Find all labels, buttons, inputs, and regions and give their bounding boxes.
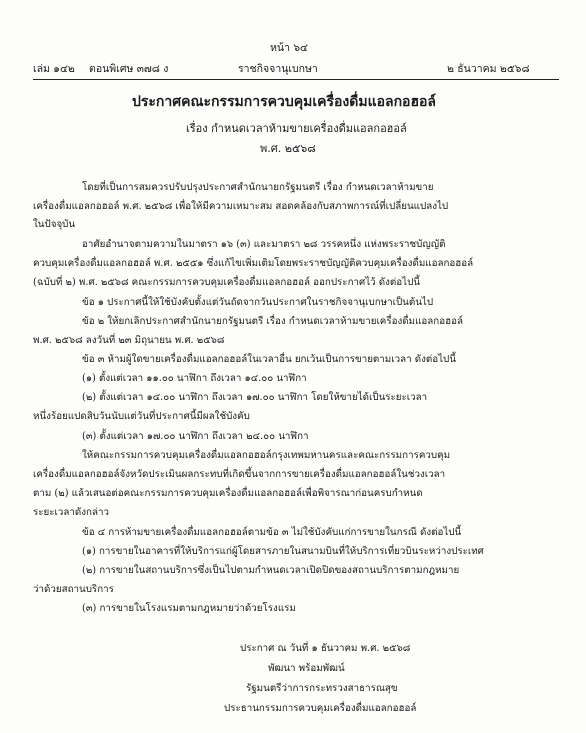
announcement-subject: เรื่อง กำหนดเวลาห้ามขายเครื่องดื่มแอลกอฮอล์	[186, 122, 407, 135]
page-number: หน้า ๖๔	[270, 42, 308, 54]
clause-3-item-1: (๑) ตั้งแต่เวลา ๑๑.๐๐ นาฬิกา ถึงเวลา ๑๔.๐๐ นาฬิกา	[82, 373, 307, 384]
header-divider	[33, 79, 559, 80]
body-line: ในปัจจุบัน	[33, 219, 76, 230]
body-line: (ฉบับที่ ๒) พ.ศ. ๒๕๖๘ คณะกรรมการควบคุมเครื่องดื่มแอลกอฮอล์ ออกประกาศไว้ ดังต่อไปนี้	[33, 277, 421, 288]
signatory-position: รัฐมนตรีว่าการกระทรวงสาธารณสุข	[246, 683, 398, 694]
clause-4-item-1: (๑) การขายในอาคารที่ให้บริการแก่ผู้โดยสารภายในสนามบินที่ให้บริการเที่ยวบินระหว่างประเทศ	[82, 546, 484, 557]
special-issue: ตอนพิเศษ ๓๗๘ ง	[89, 63, 169, 75]
body-line: ให้คณะกรรมการควบคุมเครื่องดื่มแอลกอฮอล์กรุงเทพมหานครและคณะกรรมการควบคุม	[82, 450, 451, 461]
clause-1: ข้อ ๑ ประกาศนี้ให้ใช้บังคับตั้งแต่วันถัดจากวันประกาศในราชกิจจานุเบกษาเป็นต้นไป	[82, 297, 434, 308]
clause-3-item-3: (๓) ตั้งแต่เวลา ๑๗.๐๐ นาฬิกา ถึงเวลา ๒๔.๐๐ นาฬิกา	[82, 431, 309, 442]
announcement-year: พ.ศ. ๒๕๖๘	[260, 142, 316, 155]
header-date: ๒ ธันวาคม ๒๕๖๘	[447, 63, 530, 75]
clause-3: ข้อ ๓ ห้ามผู้ใดขายเครื่องดื่มแอลกอฮอล์ในเวลาอื่น ยกเว้นเป็นการขายตามเวลา ดังต่อไปนี้	[82, 354, 456, 365]
announcement-title: ประกาศคณะกรรมการควบคุมเครื่องดื่มแอลกอฮอล์	[132, 94, 436, 110]
body-line: พ.ศ. ๒๕๖๘ ลงวันที่ ๒๓ มิถุนายน พ.ศ. ๒๕๖๘	[33, 335, 225, 346]
body-line: ควบคุมเครื่องดื่มแอลกอฮอล์ พ.ศ. ๒๕๕๑ ซึ่งแก้ไขเพิ่มเติมโดยพระราชบัญญัติควบคุมเครื่องดื่มแอลกอฮอล์	[33, 258, 474, 269]
volume-number: เล่ม ๑๔๒	[33, 63, 75, 75]
clause-2: ข้อ ๒ ให้ยกเลิกประกาศสำนักนายกรัฐมนตรี เรื่อง กำหนดเวลาห้ามขายเครื่องดื่มแอลกอฮอล์	[82, 316, 463, 327]
clause-4-item-3: (๓) การขายในโรงแรมตามกฎหมายว่าด้วยโรงแรม	[82, 603, 296, 614]
body-line: หนึ่งร้อยแปดสิบวันนับแต่วันที่ประกาศนี้มีผลใช้บังคับ	[33, 411, 250, 422]
signatory-role: ประธานกรรมการควบคุมเครื่องดื่มแอลกอฮอล์	[224, 703, 417, 714]
body-line: ระยะเวลาดังกล่าว	[33, 507, 109, 518]
body-line: อาศัยอำนาจตามความในมาตรา ๑๖ (๓) และมาตรา ๒๘ วรรคหนึ่ง แห่งพระราชบัญญัติ	[82, 239, 446, 250]
body-line: ว่าด้วยสถานบริการ	[33, 584, 114, 595]
body-line: เครื่องดื่มแอลกอฮอล์ พ.ศ. ๒๕๖๘ เพื่อให้มีความเหมาะสม สอดคล้องกับสภาพการณ์ที่เปลี่ยนแปลงไป	[33, 201, 449, 212]
body-line: ตาม (๒) แล้วเสนอต่อคณะกรรมการควบคุมเครื่องดื่มแอลกอฮอล์เพื่อพิจารณาก่อนครบกำหนด	[33, 488, 423, 499]
gazette-name: ราชกิจจานุเบกษา	[238, 63, 318, 75]
clause-4-item-2: (๒) การขายในสถานบริการซึ่งเป็นไปตามกำหนดเวลาเปิดปิดของสถานบริการตามกฎหมาย	[82, 565, 460, 576]
body-line: โดยที่เป็นการสมควรปรับปรุงประกาศสำนักนายกรัฐมนตรี เรื่อง กำหนดเวลาห้ามขาย	[82, 182, 434, 193]
announcement-date: ประกาศ ณ วันที่ ๑ ธันวาคม พ.ศ. ๒๕๖๘	[240, 643, 411, 654]
body-line: เครื่องดื่มแอลกอฮอล์จังหวัดประเมินผลกระทบที่เกิดขึ้นจากการขายเครื่องดื่มแอลกอฮอล์ในช่วงเวลา	[33, 469, 446, 480]
signatory-name: พัฒนา พร้อมพัฒน์	[268, 663, 345, 674]
clause-3-item-2: (๒) ตั้งแต่เวลา ๑๔.๐๐ นาฬิกา ถึงเวลา ๑๗.๐๐ นาฬิกา โดยให้ขายได้เป็นระยะเวลา	[82, 392, 428, 403]
clause-4: ข้อ ๔ การห้ามขายเครื่องดื่มแอลกอฮอล์ตามข้อ ๓ ไม่ใช้บังคับแก่การขายในกรณี ดังต่อไปนี้	[82, 527, 462, 538]
